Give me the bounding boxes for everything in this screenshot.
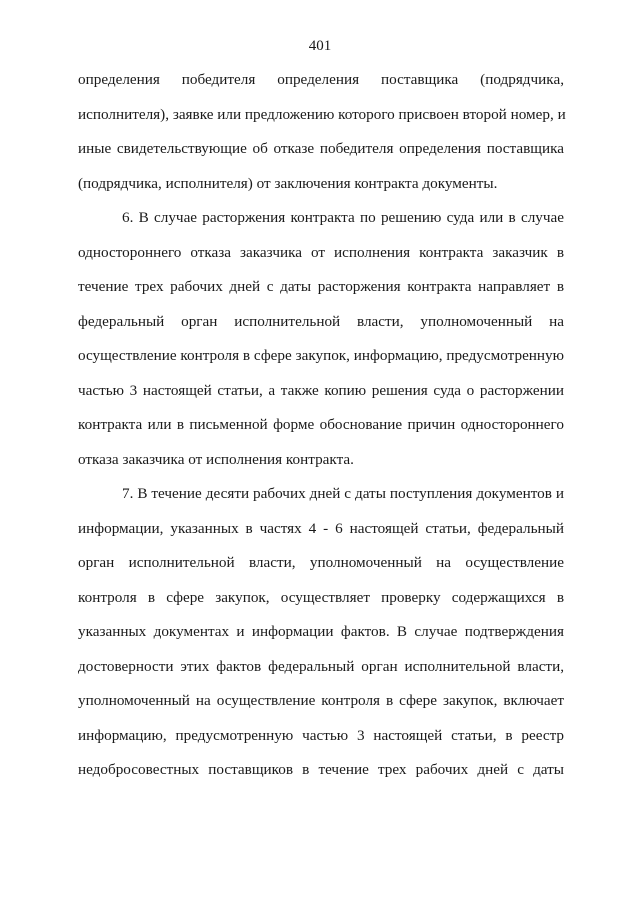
text-line: одностороннего отказа заказчика от исполнения контракта заказчик в <box>78 243 564 261</box>
text-line: отказа заказчика от исполнения контракта. <box>78 450 354 468</box>
text-line: контракта или в письменной форме обоснование причин одностороннего <box>78 416 564 433</box>
text-line: контроля в сфере закупок, осуществляет проверку содержащихся в <box>78 588 564 606</box>
text-line: информацию, предусмотренную частью 3 настоящей статьи, в реестр <box>78 726 564 744</box>
paragraph-item-7 <box>78 477 564 788</box>
text-line: федеральный орган исполнительной власти, уполномоченный на <box>78 312 564 330</box>
text-line: (подрядчика, исполнителя) от заключения контракта документы. <box>78 174 498 192</box>
page-number: 401 <box>308 38 332 54</box>
text-line: осуществление контроля в сфере закупок, информацию, предусмотренную <box>78 347 564 364</box>
text-line: определения победителя определения поставщика (подрядчика, <box>78 71 564 88</box>
text-line: информации, указанных в частях 4 - 6 настоящей статьи, федеральный <box>78 519 564 537</box>
text-line: течение трех рабочих дней с даты расторжения контракта направляет в <box>78 278 564 295</box>
text-line: иные свидетельствующие об отказе победителя определения поставщика <box>78 140 564 157</box>
text-line: орган исполнительной власти, уполномоченный на осуществление <box>78 554 564 571</box>
text-line: частью 3 настоящей статьи, а также копию решения суда о расторжении <box>78 381 564 399</box>
text-line: 6. В случае расторжения контракта по решению суда или в случае <box>122 209 564 226</box>
text-line: недобросовестных поставщиков в течение трех рабочих дней с даты <box>78 761 564 778</box>
text-line: указанных документах и информации фактов. В случае подтверждения <box>78 623 564 640</box>
text-line: уполномоченный на осуществление контроля в сфере закупок, включает <box>78 692 564 709</box>
text-line: исполнителя), заявке или предложению которого присвоен второй номер, и <box>78 105 566 123</box>
document-text <box>78 63 564 788</box>
text-line: 7. В течение десяти рабочих дней с даты поступления документов и <box>122 485 564 502</box>
text-line: достоверности этих фактов федеральный орган исполнительной власти, <box>78 657 564 675</box>
paragraph-continuation <box>78 63 564 201</box>
paragraph-item-6 <box>78 201 564 477</box>
